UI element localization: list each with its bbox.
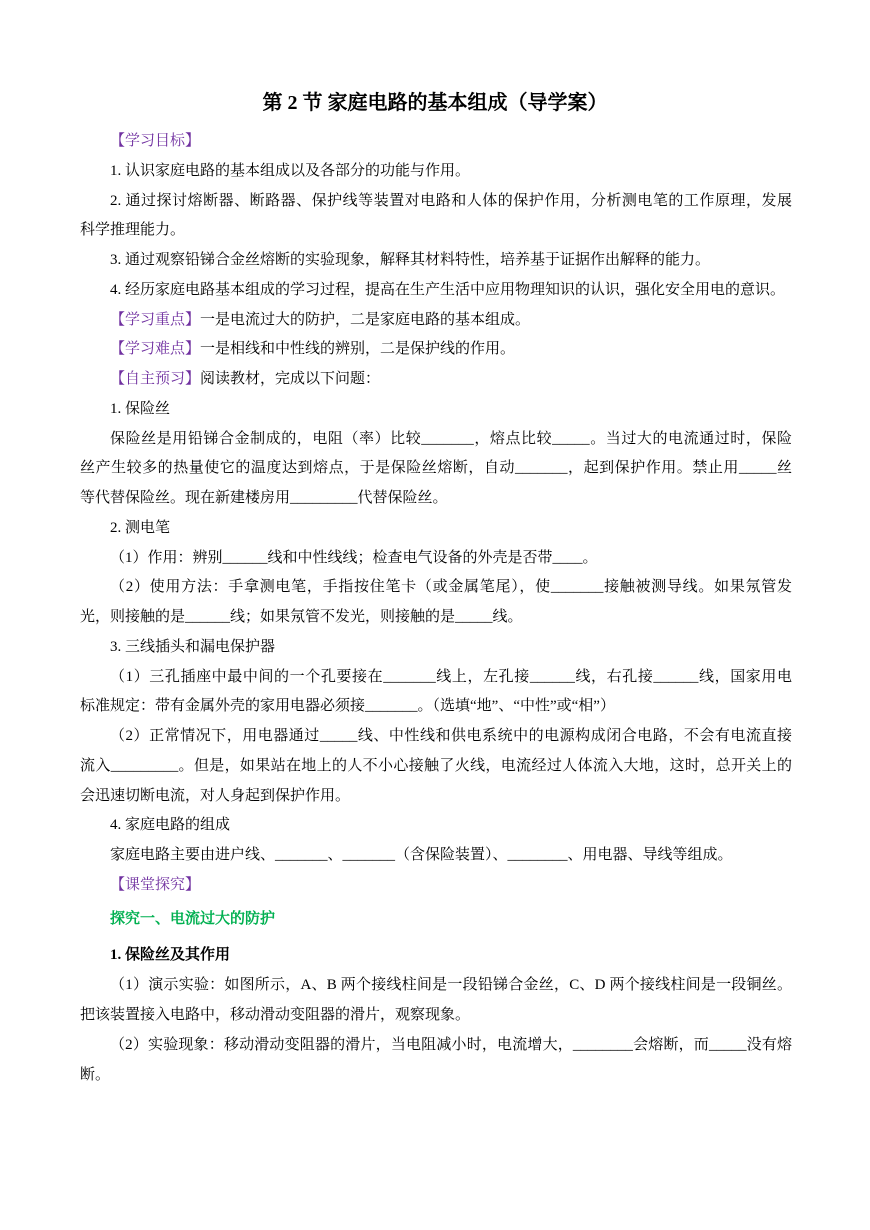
fuse-line-3: 等代替保险丝。现在新建楼房用_________代替保险丝。 [80, 490, 448, 506]
three-wire-q1-line-1: （1）三孔插座中最中间的一个孔要接在_______线上，左孔接______线，右孔接______线，国家用电 [110, 668, 792, 685]
test-pen-usage-line-2: 光，则接触的是______线；如果氖管不发光，则接触的是_____线。 [80, 609, 523, 625]
test-pen-function: （1）作用：辨别______线和中性线线；检查电气设备的外壳是否带____。 [110, 549, 598, 566]
key-points-line [80, 306, 792, 336]
fuse-role-title: 1. 保险丝及其作用 [110, 947, 231, 963]
phenomenon-line-1: （2）实验现象：移动滑动变阻器的滑片，当电阻减小时，电流增大，________会熔断，而_____没有熔 [110, 1037, 792, 1053]
three-wire-title: 3. 三线插头和漏电保护器 [110, 638, 276, 655]
three-wire-q2-line-1: （2）正常情况下，用电器通过_____线、中性线和供电系统中的电源构成闭合电路，不会有电流直接 [110, 728, 792, 744]
fuse-line-2: 丝产生较多的热量使它的温度达到熔点，于是保险丝熔断，自动_______，起到保护作用。禁止用_____丝 [80, 460, 792, 477]
composition-line: 家庭电路主要由进户线、_______、_______（含保险装置）、________、用电器、导线等组成。 [110, 847, 733, 863]
preview-section-block [80, 127, 792, 901]
objective-2-line-2: 科学推理能力。 [80, 222, 186, 239]
composition-title: 4. 家庭电路的组成 [110, 817, 231, 834]
test-pen-usage-line-1: （2）使用方法：手拿测电笔，手指按住笔卡（或金属笔尾），使_______接触被测导线。如果氖管发 [110, 579, 792, 596]
preview-intro: 阅读教材，完成以下问题： [200, 371, 381, 387]
three-wire-q2-line-3: 会迅速切断电流，对人身起到保护作用。 [80, 787, 351, 804]
objective-3: 3. 通过观察铅锑合金丝熔断的实验现象，解释其材料特性，培养基于证据作出解释的能力。 [110, 252, 711, 268]
demo-line-2: 把该装置接入电路中，移动滑动变阻器的滑片，观察现象。 [80, 1007, 471, 1023]
difficulties-heading: 【学习难点】 [110, 341, 201, 358]
key-points-text: 一是电流过大的防护，二是家庭电路的基本组成。 [200, 311, 531, 328]
classroom-section-block [80, 904, 792, 1090]
demo-line-1: （1）演示实验：如图所示，A、B 两个接线柱间是一段铅锑合金丝，C、D 两个接线柱间是一段铜丝。 [110, 977, 792, 993]
objectives-heading: 【学习目标】 [110, 133, 201, 149]
key-points-heading: 【学习重点】 [110, 311, 201, 328]
fuse-line-1: 保险丝是用铅锑合金制成的，电阻（率）比较_______，熔点比较_____。当过大的电流通过时，保险 [110, 430, 792, 447]
fuse-title: 1. 保险丝 [110, 400, 171, 417]
inquiry-1-title: 探究一、电流过大的防护 [110, 910, 276, 927]
three-wire-q2-line-2: 流入_________。但是，如果站在地上的人不小心接触了火线，电流经过人体流入大地，这时，总开关上的 [80, 757, 792, 774]
three-wire-q1-line-2: 标准规定：带有金属外壳的家用电器必须接_______。（选填“地”、“中性”或“相”） [80, 698, 615, 715]
objective-2-line-1: 2. 通过探讨熔断器、断路器、保护线等装置对电路和人体的保护作用，分析测电笔的工作原理，发展 [110, 192, 792, 209]
test-pen-title: 2. 测电笔 [110, 519, 171, 536]
phenomenon-line-2: 断。 [80, 1067, 111, 1083]
difficulties-text: 一是相线和中性线的辨别，二是保护线的作用。 [200, 341, 516, 358]
preview-heading: 【自主预习】 [110, 371, 201, 387]
page-title: 第 2 节 家庭电路的基本组成（导学案） [262, 92, 608, 114]
objective-4: 4. 经历家庭电路基本组成的学习过程，提高在生产生活中应用物理知识的认识，强化安全用电的意识。 [110, 281, 786, 298]
objective-1: 1. 认识家庭电路的基本组成以及各部分的功能与作用。 [110, 162, 471, 179]
difficulties-line [80, 335, 792, 365]
classroom-heading: 【课堂探究】 [110, 876, 201, 893]
preview-line [80, 365, 792, 395]
